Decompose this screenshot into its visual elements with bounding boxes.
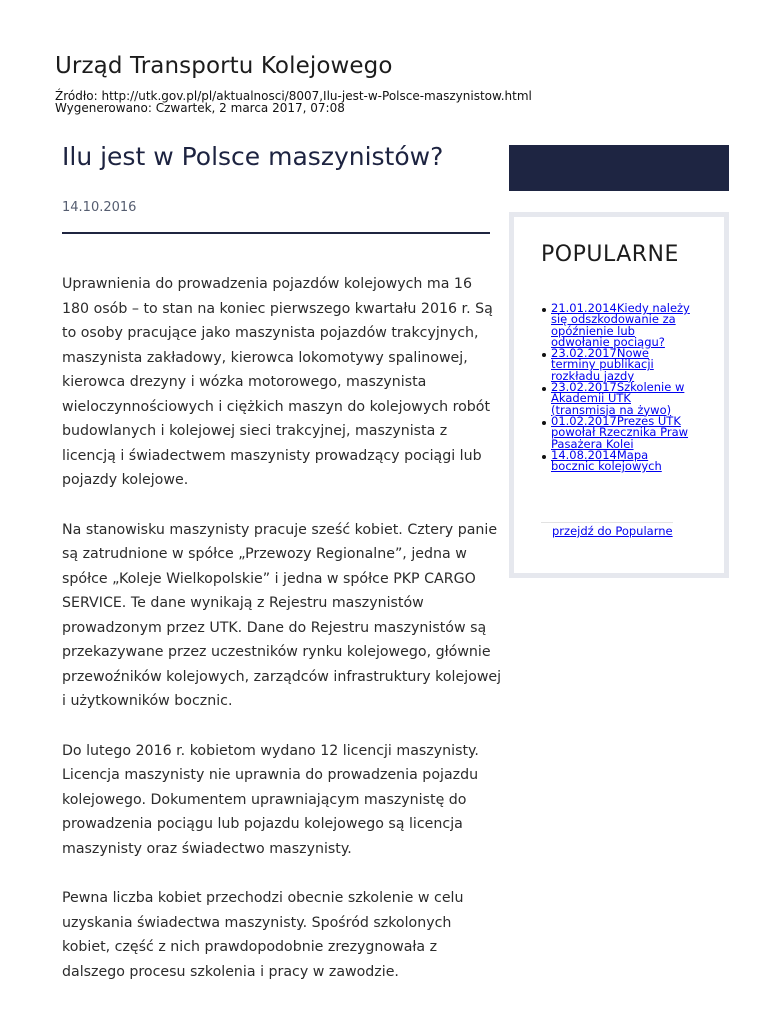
popular-heading: POPULARNE: [541, 242, 679, 267]
list-item: [542, 413, 690, 451]
article-paragraph: Na stanowisku maszynisty pracuje sześć kobiet. Cztery panie są zatrudnione w spółce „Przewozy Regionalne”, jedna w spółce „Koleje Wielkopolskie” i jedna w spółce PKP CARGO SERVICE. Te dane wynikają z Rejestru maszynistów prowadzonym przez UTK. Dane do Rejestru maszynistów są przekazywane przez uczestników rynku kolejowego, głównie przewoźników kolejowych, zarządców infrastruktury kolejowej i użytkowników bocznic.: [62, 521, 502, 709]
list-item: [542, 447, 690, 474]
list-item: [542, 348, 690, 382]
site-title: Urząd Transportu Kolejowego: [55, 53, 393, 79]
list-item: [542, 382, 690, 416]
title-divider: [62, 232, 490, 234]
popular-link[interactable]: 23.02.2017Szkolenie w Akademii UTK (transmisja na żywo): [551, 380, 685, 417]
generated-date: Wygenerowano: Czwartek, 2 marca 2017, 07:08: [55, 101, 345, 115]
popular-link[interactable]: 23.02.2017Nowe terminy publikacji rozkładu jazdy: [551, 346, 654, 383]
popular-list: [542, 303, 690, 472]
article-title: Ilu jest w Polsce maszynistów?: [62, 142, 444, 171]
popular-link[interactable]: 01.02.2017Prezes UTK powołał Rzecznika Praw Pasażera Kolei: [551, 413, 689, 451]
source-url: Źródło: http://utk.gov.pl/pl/aktualnosci/8007,Ilu-jest-w-Polsce-maszynistow.html: [55, 89, 532, 103]
popular-panel-inner: [514, 217, 724, 573]
more-popular-link[interactable]: przejdź do Popularne: [552, 524, 673, 538]
popular-panel: [509, 212, 729, 578]
more-divider: [541, 522, 673, 523]
print-meta: [55, 90, 532, 114]
article-body: [62, 272, 502, 1009]
article-date: 14.10.2016: [62, 200, 137, 215]
popular-link[interactable]: 21.01.2014Kiedy należy się odszkodowanie za opóźnienie lub odwołanie pociągu?: [551, 301, 690, 349]
sidebar-dark-banner: [509, 145, 729, 191]
article-paragraph: Pewna liczba kobiet przechodzi obecnie szkolenie w celu uzyskania świadectwa maszynisty. Spośród szkolonych kobiet, część z nich prawdopodobnie zrezygnowała z dalszego procesu szkolenia i pracy w zawodzie.: [62, 890, 464, 980]
list-item: [542, 303, 690, 348]
article-paragraph: Do lutego 2016 r. kobietom wydano 12 licencji maszynisty. Licencja maszynisty nie uprawnia do prowadzenia pojazdu kolejowego. Dokumentem uprawniającym maszynistę do prowadzenia pociągu lub pojazdu kolejowego są licencja maszynisty oraz świadectwo maszynisty.: [62, 742, 479, 857]
article-paragraph: Uprawnienia do prowadzenia pojazdów kolejowych ma 16 180 osób – to stan na koniec pierwszego kwartału 2016 r. Są to osoby pracujące jako maszynista pojazdów trakcyjnych, maszynista zakładowy, kierowca lokomotywy spalinowej, kierowca drezyny i wózka motorowego, maszynista wieloczynnościowych i ciężkich maszyn do kolejowych robót budowlanych i kolejowej sieci trakcyjnej, maszynista z licencją i świadectwem maszynisty prowadzący pociągi lub pojazdy kolejowe.: [62, 276, 493, 488]
popular-link[interactable]: 14.08.2014Mapa bocznic kolejowych: [551, 447, 662, 474]
